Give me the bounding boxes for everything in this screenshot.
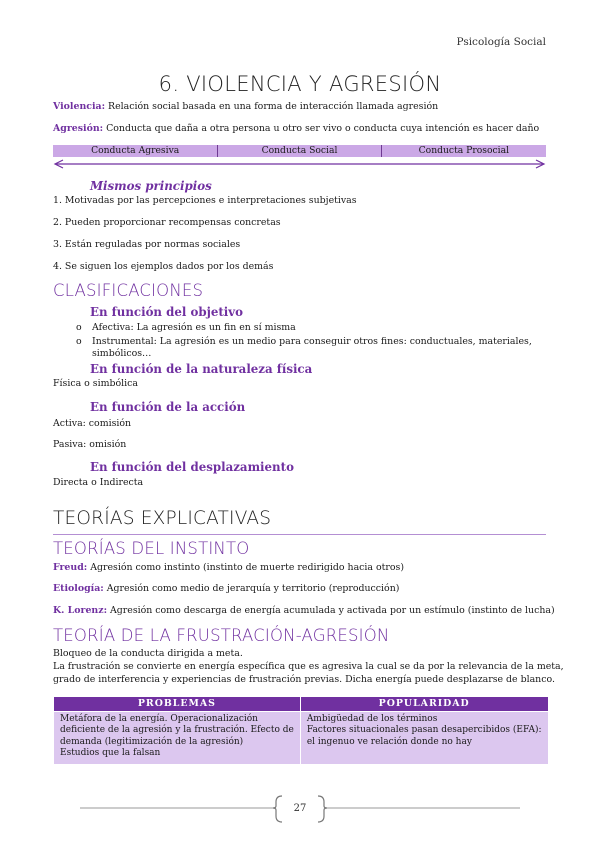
definition-violencia (53, 101, 438, 113)
column-header-problemas: PROBLEMAS (54, 697, 301, 712)
behavior-spectrum-bar (53, 145, 546, 157)
page-title: 6. VIOLENCIA Y AGRESIÓN (158, 72, 442, 96)
spectrum-segment-social: Conducta Social (218, 145, 381, 157)
section-heading-teorias: TEORÍAS EXPLICATIVAS (53, 508, 272, 529)
cell-problemas (54, 711, 301, 764)
cell-line: deficiente de la agresión y la frustración. Efecto de (60, 725, 294, 735)
divider (53, 534, 546, 535)
cell-line: demanda (legitimización de la agresión) (60, 736, 244, 747)
term-label: K. Lorenz: (53, 605, 108, 616)
body-text: Física o simbólica (53, 378, 138, 389)
double-arrow-icon (53, 158, 546, 170)
subheading-desplazamiento: En función del desplazamiento (90, 460, 294, 474)
cell-line: el ingenuo ve relación donde no hay (306, 736, 472, 747)
theory-item (53, 583, 399, 595)
principle-item: 4. Se siguen los ejemplos dados por los demás (53, 261, 274, 272)
definition-text: Conducta que daña a otra persona u otro ser vivo o conducta cuya intención es hacer daño (103, 123, 540, 134)
body-text: grado de interferencia y experiencias de frustración previas. Dicha energía puede desplazarse de blanco. (53, 674, 555, 685)
heading-teorias-instinto: TEORÍAS DEL INSTINTO (53, 539, 250, 558)
term-label: Etiología: (53, 583, 104, 594)
term-label: Violencia: (53, 101, 106, 112)
definition-text: Relación social basada en una forma de interacción llamada agresión (105, 101, 439, 112)
principles-heading: Mismos principios (90, 179, 212, 193)
principle-item: 3. Están reguladas por normas sociales (53, 239, 241, 250)
problems-popularity-table (53, 696, 549, 765)
subheading-naturaleza: En función de la naturaleza física (90, 362, 313, 376)
column-header-popularidad: POPULARIDAD (300, 697, 548, 712)
cell-line: Metáfora de la energía. Operacionalización (60, 713, 258, 724)
table-header-row (54, 697, 549, 712)
cell-line: Estudios que la falsan (60, 748, 161, 758)
theory-text: Agresión como descarga de energía acumulada y activada por un estímulo (instinto de lucha) (107, 605, 555, 616)
heading-frustracion-agresion: TEORÍA DE LA FRUSTRACIÓN-AGRESIÓN (53, 626, 390, 645)
section-heading-clasificaciones: CLASIFICACIONES (53, 281, 204, 300)
spectrum-segment-prosocial: Conducta Prosocial (418, 145, 510, 156)
spectrum-segment-agresiva: Conducta Agresiva (53, 145, 218, 157)
term-label: Agresión: (53, 123, 104, 134)
cell-line: Factores situacionales pasan desapercibidos (EFA): (306, 725, 542, 735)
body-text: La frustración se convierte en energía específica que es agresiva la cual se da por la relevancia de la meta, (53, 661, 564, 672)
cell-line: Ambigüedad de los términos (306, 713, 438, 724)
body-text: Activa: comisión (53, 418, 132, 429)
theory-text: Agresión como instinto (instinto de muerte redirigido hacia otros) (87, 562, 405, 573)
subheading-objetivo: En función del objetivo (90, 305, 244, 319)
cell-popularidad (300, 711, 548, 764)
circle-bullet-icon: o (76, 322, 82, 333)
circle-bullet-icon: o (76, 336, 82, 347)
body-text: Pasiva: omisión (53, 439, 127, 450)
running-header: Psicología Social (456, 36, 546, 48)
principle-item: 1. Motivadas por las percepciones e interpretaciones subjetivas (53, 195, 357, 206)
theory-item (53, 605, 555, 617)
list-item-text: Instrumental: La agresión es un medio para conseguir otros fines: conductuales, materiales, simbólicos… (92, 336, 532, 359)
body-text: Directa o Indirecta (53, 477, 144, 488)
list-item-text: Afectiva: La agresión es un fin en sí misma (92, 322, 296, 333)
body-text: Bloqueo de la conducta dirigida a meta. (53, 648, 243, 659)
term-label: Freud: (53, 562, 88, 573)
theory-item (53, 562, 404, 574)
subheading-accion: En función de la acción (90, 400, 246, 414)
definition-agresion (53, 123, 539, 135)
principle-item: 2. Pueden proporcionar recompensas concretas (53, 217, 281, 228)
page-number: 27 (293, 803, 307, 814)
theory-text: Agresión como medio de jerarquía y territorio (reproducción) (103, 583, 400, 594)
table-row (54, 711, 549, 764)
